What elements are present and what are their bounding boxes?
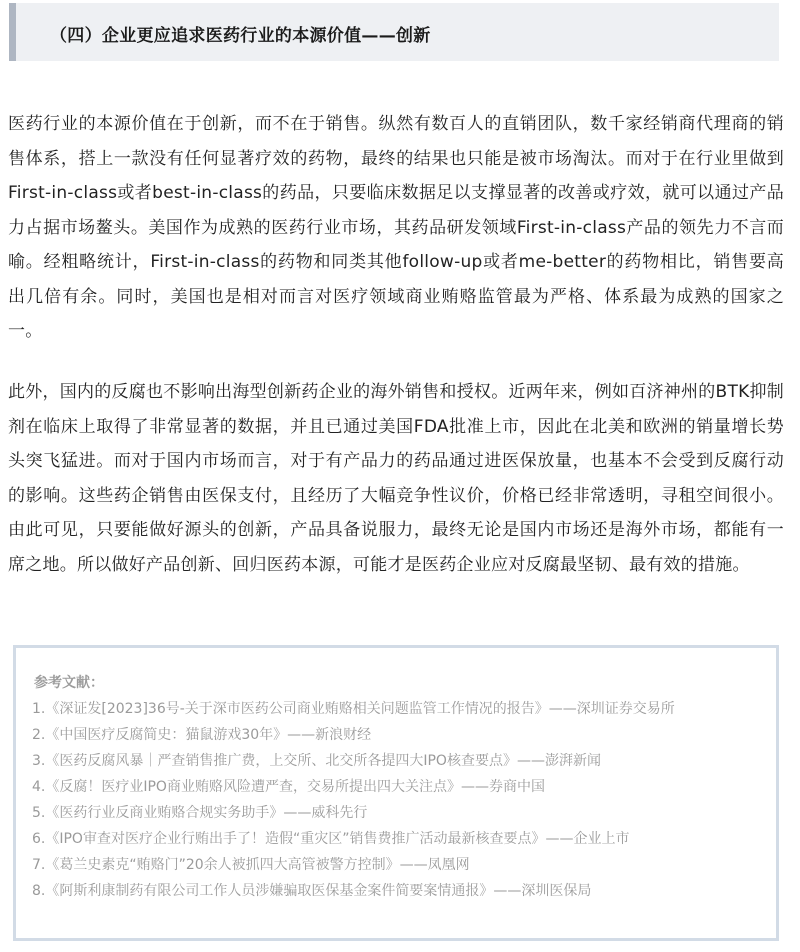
reference-item: 5.《医药行业反商业贿赂合规实务助手》——威科先行 [32,805,368,821]
references-box [13,645,779,941]
references-list [32,696,764,904]
reference-item: 1.《深证发[2023]36号-关于深市医药公司商业贿赂相关问题监管工作情况的报告》——深圳证券交易所 [32,701,675,717]
reference-item: 7.《葛兰史素克“贿赂门”20余人被抓四大高管被警方控制》——凤凰网 [32,857,470,873]
reference-item: 3.《医药反腐风暴｜严查销售推广费，上交所、北交所各提四大IPO核查要点》——澎湃新闻 [32,753,601,769]
paragraph-overseas-sales: 此外，国内的反腐也不影响出海型创新药企业的海外销售和授权。近两年来，例如百济神州的BTK抑制剂在临床上取得了非常显著的数据，并且已通过美国FDA批准上市，因此在北美和欧洲的销量增长势头突飞猛进。而对于国内市场而言，对于有产品力的药品通过进医保放量，也基本不会受到反腐行动的影响。这些药企销售由医保支付，且经历了大幅竞争性议价，价格已经非常透明，寻租空间很小。由此可见，只要能做好源头的创新，产品具备说服力，最终无论是国内市场还是海外市场，都能有一席之地。所以做好产品创新、回归医药本源，可能才是医药企业应对反腐最坚韧、最有效的措施。 [8,382,784,575]
reference-item: 6.《IPO审查对医疗企业行贿出手了！造假“重灾区”销售费推广活动最新核查要点》——企业上市 [32,831,630,847]
references-title: 参考文献： [34,675,104,691]
section-heading: （四）企业更应追求医药行业的本源价值——创新 [50,26,431,46]
reference-item: 2.《中国医疗反腐简史：猫鼠游戏30年》——新浪财经 [32,727,372,743]
reference-item: 8.《阿斯利康制药有限公司工作人员涉嫌骗取医保基金案件简要案情通报》——深圳医保局 [32,883,592,899]
section-heading-box [9,3,779,61]
reference-item: 4.《反腐！医疗业IPO商业贿赂风险遭严查，交易所提出四大关注点》——券商中国 [32,779,545,795]
paragraph-innovation-value: 医药行业的本源价值在于创新，而不在于销售。纵然有数百人的直销团队，数千家经销商代理商的销售体系，搭上一款没有任何显著疗效的药物，最终的结果也只能是被市场淘汰。而对于在行业里做到First-in-class或者best-in-class的药品，只要临床数据足以支撑显著的改善或疗效，就可以通过产品力占据市场鳌头。美国作为成熟的医药行业市场，其药品研发领域First-in-class产品的领先力不言而喻。经粗略统计，First-in-class的药物和同类其他follow-up或者me-better的药物相比，销售要高出几倍有余。同时，美国也是相对而言对医疗领域商业贿赂监管最为严格、体系最为成熟的国家之一。 [8,114,784,341]
